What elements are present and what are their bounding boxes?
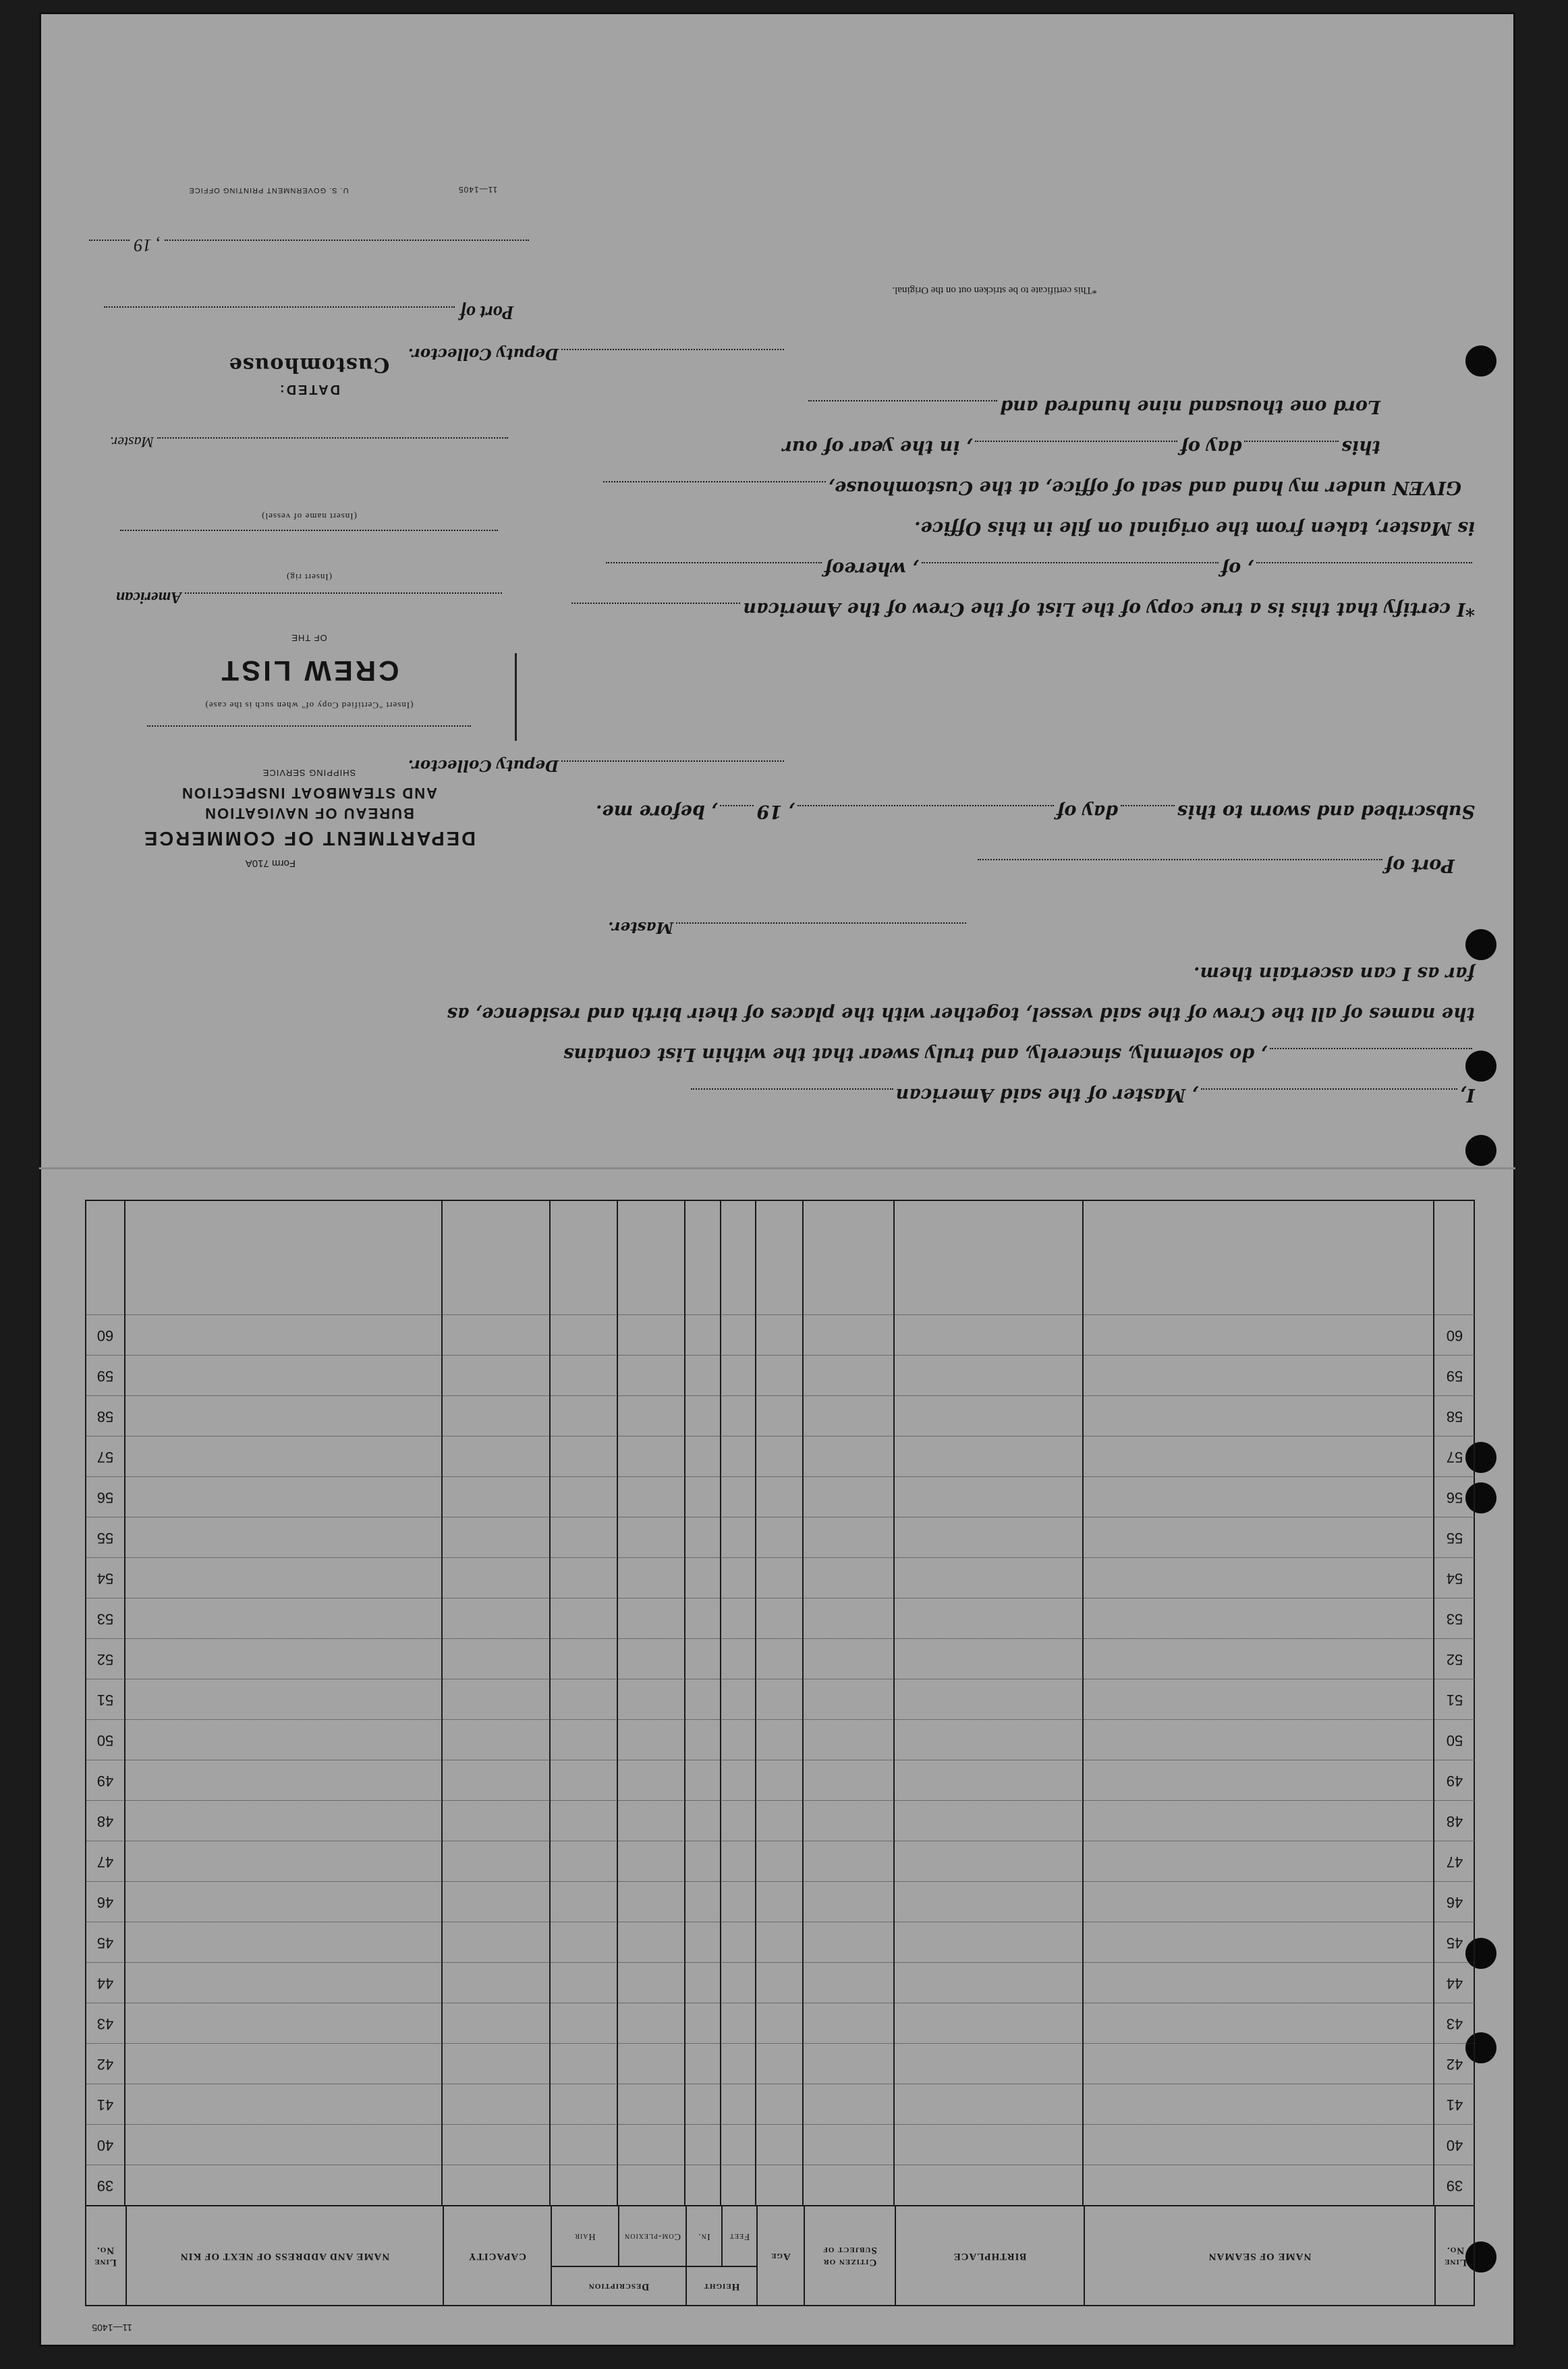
table-row bbox=[85, 1638, 1475, 1679]
row-line-number-right: 46 bbox=[96, 1894, 114, 1911]
dated-label: DATED: bbox=[277, 382, 341, 397]
of-the: OF THE bbox=[291, 633, 327, 643]
cover-date-line bbox=[66, 235, 552, 255]
certify-label: *I certify that this is a true copy of the List of the Crew of the American bbox=[743, 598, 1475, 619]
crew-list-form-sheet bbox=[39, 12, 1515, 2347]
oath-master-of: , Master of the said American bbox=[895, 1084, 1198, 1105]
day-of-label: day of bbox=[1056, 801, 1118, 822]
header-hair: Hair bbox=[551, 2205, 618, 2266]
lord-line bbox=[806, 396, 1380, 417]
table-row bbox=[85, 1679, 1475, 1719]
row-line-number: 43 bbox=[1446, 2015, 1463, 2032]
row-line-number-right: 57 bbox=[96, 1449, 114, 1466]
blank-deputy-signature[interactable] bbox=[561, 760, 784, 762]
insert-rig-note: (Insert rig) bbox=[286, 572, 332, 582]
footnote: *This certificate to be stricken out on the Original. bbox=[892, 285, 1097, 296]
row-line-number-right: 48 bbox=[96, 1813, 114, 1830]
cover-port-line bbox=[66, 301, 552, 323]
row-line-number: 55 bbox=[1446, 1530, 1463, 1546]
table-print-code: 11—1405 bbox=[92, 2322, 132, 2333]
row-line-number-right: 44 bbox=[96, 1975, 114, 1992]
blank-day[interactable] bbox=[1121, 805, 1175, 807]
blank-year[interactable] bbox=[721, 805, 754, 807]
row-line-number: 48 bbox=[1446, 1813, 1463, 1830]
header-age: Age bbox=[756, 2205, 804, 2306]
crew-list-title: CREW LIST bbox=[219, 655, 399, 687]
day-of-2-label: day of bbox=[1180, 437, 1242, 457]
oath-far-as: far as I can ascertain them. bbox=[1194, 963, 1475, 984]
blank-customhouse[interactable] bbox=[603, 481, 826, 483]
row-line-number: 58 bbox=[1446, 1408, 1463, 1425]
american-line bbox=[66, 588, 552, 606]
certify-line bbox=[569, 598, 1475, 619]
oath-names-line: the names of all the Crew of the said vessel, together with the places of their birth and residence, as bbox=[447, 1003, 1475, 1024]
row-line-number: 49 bbox=[1446, 1773, 1463, 1789]
header-next-of-kin: NAME AND ADDRESS OF NEXT OF KIN bbox=[125, 2205, 443, 2306]
cover-master-label: Master. bbox=[109, 434, 154, 451]
row-line-number: 45 bbox=[1446, 1934, 1463, 1951]
blank-cover-master[interactable] bbox=[157, 437, 508, 439]
of-line bbox=[603, 558, 1475, 579]
lord-label: Lord one thousand nine hundred and bbox=[1000, 396, 1380, 417]
printing-office: U. S. GOVERNMENT PRINTING OFFICE bbox=[188, 186, 349, 194]
row-line-number-right: 51 bbox=[96, 1692, 114, 1708]
cover-print-code: 11—1405 bbox=[457, 185, 498, 194]
table-row bbox=[85, 2043, 1475, 2084]
row-line-number-right: 52 bbox=[96, 1651, 114, 1668]
header-complexion: Com-plexion bbox=[618, 2205, 685, 2266]
row-line-number: 60 bbox=[1446, 1327, 1463, 1344]
given-line bbox=[600, 477, 1461, 498]
master-signature bbox=[608, 918, 969, 937]
blank-cover-year[interactable] bbox=[89, 240, 130, 241]
row-line-number-right: 47 bbox=[96, 1854, 114, 1870]
cover-panel bbox=[66, 39, 552, 1132]
blank-cert-vessel-name[interactable] bbox=[1256, 562, 1472, 564]
table-row bbox=[85, 1881, 1475, 1922]
subscribed-line bbox=[596, 801, 1475, 822]
cover-port-label: Port of bbox=[459, 302, 514, 323]
table-row bbox=[85, 1395, 1475, 1436]
this-label: this bbox=[1341, 437, 1380, 457]
row-line-number: 53 bbox=[1446, 1611, 1463, 1627]
row-line-number: 59 bbox=[1446, 1368, 1463, 1385]
master-line bbox=[66, 433, 552, 451]
row-line-number-right: 60 bbox=[96, 1327, 114, 1344]
row-line-number-right: 39 bbox=[96, 2177, 114, 2194]
blank-cert-vessel[interactable] bbox=[571, 603, 740, 605]
master-sig-label: Master. bbox=[608, 918, 673, 937]
row-line-number-right: 56 bbox=[96, 1489, 114, 1506]
row-line-number-right: 53 bbox=[96, 1611, 114, 1627]
row-line-number-right: 58 bbox=[96, 1408, 114, 1425]
of-label: , of bbox=[1221, 558, 1254, 579]
is-master-label: is Master, taken from the original on file in this Office. bbox=[914, 518, 1475, 538]
row-line-number-right: 49 bbox=[96, 1773, 114, 1789]
table-row bbox=[85, 1517, 1475, 1557]
table-row bbox=[85, 1476, 1475, 1517]
form-number: Form 710A bbox=[245, 858, 296, 869]
blank-cert-month[interactable] bbox=[975, 441, 1177, 443]
vessel-field bbox=[66, 526, 552, 538]
blank-deputy-signature-2[interactable] bbox=[561, 349, 784, 351]
fold-line bbox=[39, 1167, 1515, 1169]
row-line-number-right: 45 bbox=[96, 1934, 114, 1951]
row-line-number: 46 bbox=[1446, 1894, 1463, 1911]
row-line-number-right: 40 bbox=[96, 2137, 114, 2154]
row-line-number-right: 42 bbox=[96, 2056, 114, 2073]
table-row bbox=[85, 1962, 1475, 2003]
row-line-number: 39 bbox=[1446, 2177, 1463, 2194]
in-year-label: , in the year of our bbox=[782, 437, 973, 457]
table-row bbox=[85, 2084, 1475, 2124]
header-feet: Feet bbox=[721, 2205, 756, 2266]
blank-month[interactable] bbox=[797, 805, 1054, 807]
blank-cert-day[interactable] bbox=[1244, 441, 1339, 443]
row-line-number-right: 55 bbox=[96, 1530, 114, 1546]
insert-vessel-note: (Insert name of vessel) bbox=[261, 511, 357, 522]
oath-line-4 bbox=[1194, 963, 1475, 984]
cover-nineteen: , 19 bbox=[134, 235, 161, 255]
table-row bbox=[85, 1557, 1475, 1598]
american-label: American bbox=[115, 588, 182, 606]
punch-hole bbox=[1465, 1135, 1496, 1166]
before-me-label: , before me. bbox=[596, 801, 718, 822]
oath-line-3 bbox=[447, 1003, 1475, 1024]
row-line-number: 40 bbox=[1446, 2137, 1463, 2154]
table-row bbox=[85, 1314, 1475, 1355]
oath-i: I, bbox=[1459, 1084, 1475, 1105]
table-row bbox=[85, 1800, 1475, 1841]
customhouse-label: Customhouse bbox=[228, 353, 390, 377]
oath-line-1 bbox=[688, 1084, 1475, 1105]
row-line-number: 47 bbox=[1446, 1854, 1463, 1870]
blank-vessel[interactable] bbox=[691, 1088, 893, 1090]
row-line-number: 57 bbox=[1446, 1449, 1463, 1466]
row-line-number: 41 bbox=[1446, 2096, 1463, 2113]
nineteen-label: , 19 bbox=[756, 801, 795, 822]
bureau-line-1: BUREAU OF NAVIGATION bbox=[204, 805, 414, 822]
header-citizen: Citizen or Subject of bbox=[804, 2205, 895, 2306]
table-row bbox=[85, 1841, 1475, 1881]
row-line-number: 54 bbox=[1446, 1570, 1463, 1587]
row-line-number: 44 bbox=[1446, 1975, 1463, 1992]
header-name: NAME OF SEAMAN bbox=[1084, 2205, 1434, 2306]
certified-copy-field bbox=[66, 722, 552, 734]
table-row bbox=[85, 1760, 1475, 1800]
header-line-no: Line No. bbox=[1434, 2205, 1475, 2306]
table-row bbox=[85, 1922, 1475, 1962]
row-line-number: 52 bbox=[1446, 1651, 1463, 1668]
port-of-line bbox=[975, 855, 1455, 876]
blank-cover-port[interactable] bbox=[104, 306, 455, 308]
blank-master-name[interactable] bbox=[1201, 1088, 1457, 1090]
blank-certified-copy[interactable] bbox=[147, 725, 471, 727]
given-label: GIVEN under my hand and seal of office, at the Customhouse, bbox=[828, 477, 1461, 498]
row-line-number-right: 54 bbox=[96, 1570, 114, 1587]
row-line-number-right: 43 bbox=[96, 2015, 114, 2032]
deputy-collector-2-label: Deputy Collector. bbox=[408, 345, 559, 363]
certified-copy-note: (Insert "Certified Copy of" when such is the case) bbox=[204, 700, 414, 710]
table-row bbox=[85, 2165, 1475, 2205]
whereof-label: , whereof bbox=[824, 558, 919, 579]
is-master-line bbox=[914, 518, 1475, 538]
header-capacity: CAPACITY bbox=[443, 2205, 551, 2306]
blank-vessel-name[interactable] bbox=[1270, 1048, 1472, 1050]
blank-cover-date[interactable] bbox=[165, 240, 529, 241]
table-row bbox=[85, 2003, 1475, 2043]
row-line-number: 51 bbox=[1446, 1692, 1463, 1708]
table-row bbox=[85, 1436, 1475, 1476]
row-line-number-right: 50 bbox=[96, 1732, 114, 1749]
table-row bbox=[85, 2124, 1475, 2165]
crew-table bbox=[85, 1200, 1475, 2333]
blank-vessel-name-cover[interactable] bbox=[120, 530, 498, 531]
row-line-number: 42 bbox=[1446, 2056, 1463, 2073]
oath-line-2 bbox=[563, 1044, 1475, 1065]
blank-port[interactable] bbox=[978, 859, 1382, 861]
blank-master-signature[interactable] bbox=[676, 922, 966, 924]
subscribed-label: Subscribed and sworn to this bbox=[1177, 801, 1475, 822]
table-row bbox=[85, 1719, 1475, 1760]
this-day-line bbox=[783, 437, 1380, 457]
header-height: Height bbox=[685, 2266, 756, 2306]
dept-title: DEPARTMENT OF COMMERCE bbox=[142, 827, 476, 849]
row-line-number-right: 59 bbox=[96, 1368, 114, 1385]
header-inches: In. bbox=[685, 2205, 721, 2266]
bureau-line-2: AND STEAMBOAT INSPECTION bbox=[180, 785, 438, 802]
deputy-collector-label: Deputy Collector. bbox=[408, 756, 559, 775]
row-line-number: 56 bbox=[1446, 1489, 1463, 1506]
oath-do-solemnly: , do solemnly, sincerely, and truly swear that the within List contains bbox=[563, 1044, 1267, 1065]
header-line-no-right: Line No. bbox=[85, 2205, 125, 2306]
blank-master[interactable] bbox=[606, 562, 822, 564]
row-line-number: 50 bbox=[1446, 1732, 1463, 1749]
blank-home-port[interactable] bbox=[922, 562, 1219, 564]
blank-cert-year[interactable] bbox=[808, 400, 997, 402]
header-description: Description bbox=[551, 2266, 685, 2306]
shipping-service: SHIPPING SERVICE bbox=[262, 768, 356, 778]
blank-rig[interactable] bbox=[185, 592, 502, 594]
header-birthplace: BIRTHPLACE bbox=[895, 2205, 1084, 2306]
table-row bbox=[85, 1355, 1475, 1395]
table-row bbox=[85, 1598, 1475, 1638]
row-line-number-right: 41 bbox=[96, 2096, 114, 2113]
port-of-label: Port of bbox=[1384, 855, 1455, 876]
